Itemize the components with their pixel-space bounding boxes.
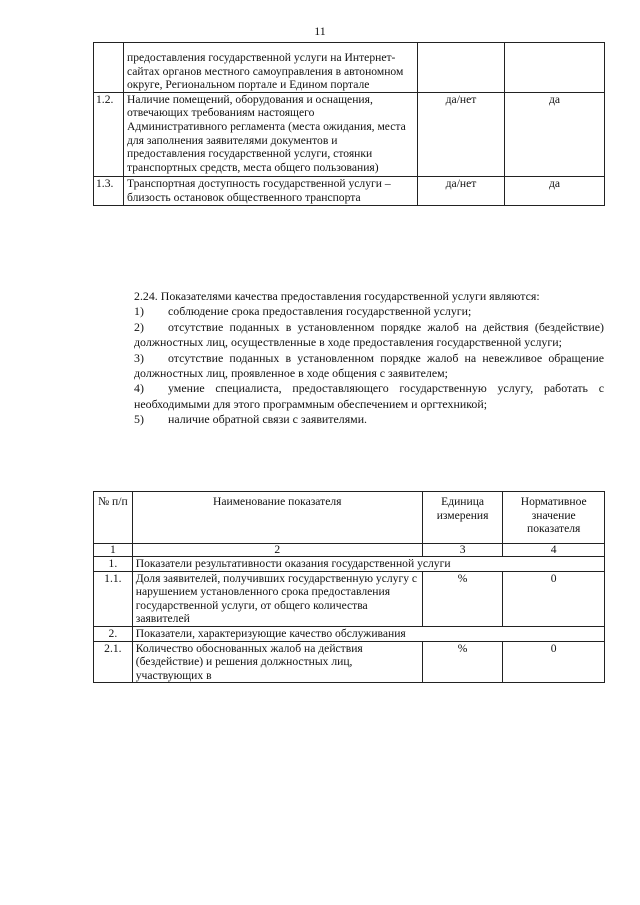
row-number: 2. [94,626,133,641]
row-number: 1.2. [94,92,124,177]
value-cell: да [505,177,605,205]
column-header: № п/п [94,492,133,544]
item-number: 3) [134,350,144,365]
row-number: 1.1. [94,571,133,626]
unit-cell: % [422,641,503,683]
table-row [94,177,605,205]
indicator-name: Наличие помещений, оборудования и оснащения, отвечающих требованиям настоящего Административного регламента (места ожидания, места для заполнения заявителями документов и предоставления государственной услуги, стоянки транспортных средств, места общего пользования) [124,92,418,177]
item-text: соблюдение срока предоставления государственной услуги; [168,304,472,319]
row-number [94,43,124,93]
page-number: 11 [314,24,326,38]
column-index: 4 [503,544,605,557]
table-row [94,571,605,626]
indicator-name: Транспортная доступность государственной услуги – близость остановок общественного транспорта [124,177,418,205]
table-header-row [94,492,605,544]
section-intro: 2.24. Показателями качества предоставления государственной услуги являются: [134,289,540,303]
column-header: Нормативное значение показателя [503,492,605,544]
table-row [94,641,605,683]
column-header: Единица измерения [422,492,503,544]
indicator-name: Количество обоснованных жалоб на действия (бездействие) и решения должностных лиц, участвующих в [132,641,422,683]
indicator-name: Доля заявителей, получивших государственную услугу с нарушением установленного срока предоставления государственной услуги, от общего количества заявителей [132,571,422,626]
section-row [94,557,605,572]
column-index: 1 [94,544,133,557]
service-quality-indicators-table [93,491,605,683]
item-text: отсутствие поданных в установленном порядке жалоб на невежливое обращение должностных лиц, проявленное в ходе общения с заявителем; [134,350,604,381]
item-text: отсутствие поданных в установленном порядке жалоб на действия (бездействие) должностных лиц, осуществленные в ходе предоставления государственной услуги; [134,319,604,350]
table-row [94,43,605,93]
row-number: 2.1. [94,641,133,683]
list-item [96,381,604,412]
section-title: Показатели, характеризующие качество обслуживания [132,626,604,641]
unit-cell: % [422,571,503,626]
list-item [96,412,604,427]
list-item [96,320,604,351]
unit-cell: да/нет [418,177,505,205]
column-header: Наименование показателя [132,492,422,544]
section-2-24 [96,289,604,428]
unit-cell: да/нет [418,92,505,177]
value-cell: 0 [503,571,605,626]
item-number: 4) [134,381,144,396]
item-text: умение специалиста, предоставляющего государственную услугу, работать с необходимыми для этого программным обеспечением и оргтехникой; [134,381,604,411]
section-title: Показатели результативности оказания государственной услуги [132,557,604,572]
value-cell [505,43,605,93]
item-text: наличие обратной связи с заявителями. [168,412,368,427]
value-cell: да [505,92,605,177]
value-cell: 0 [503,641,605,683]
quality-indicators-table-continued [93,42,605,206]
table-row [94,92,605,177]
list-item [96,304,604,319]
list-item [96,351,604,382]
column-index: 2 [132,544,422,557]
item-number: 2) [134,319,144,334]
section-row [94,626,605,641]
column-index-row [94,544,605,557]
row-number: 1. [94,557,133,572]
column-index: 3 [422,544,503,557]
row-number: 1.3. [94,177,124,205]
item-number: 5) [134,412,144,427]
item-number: 1) [134,304,144,319]
unit-cell [418,43,505,93]
indicator-name: предоставления государственной услуги на Интернет-сайтах органов местного самоуправления в автономном округе, Региональном портале и Едином портале [124,43,418,93]
